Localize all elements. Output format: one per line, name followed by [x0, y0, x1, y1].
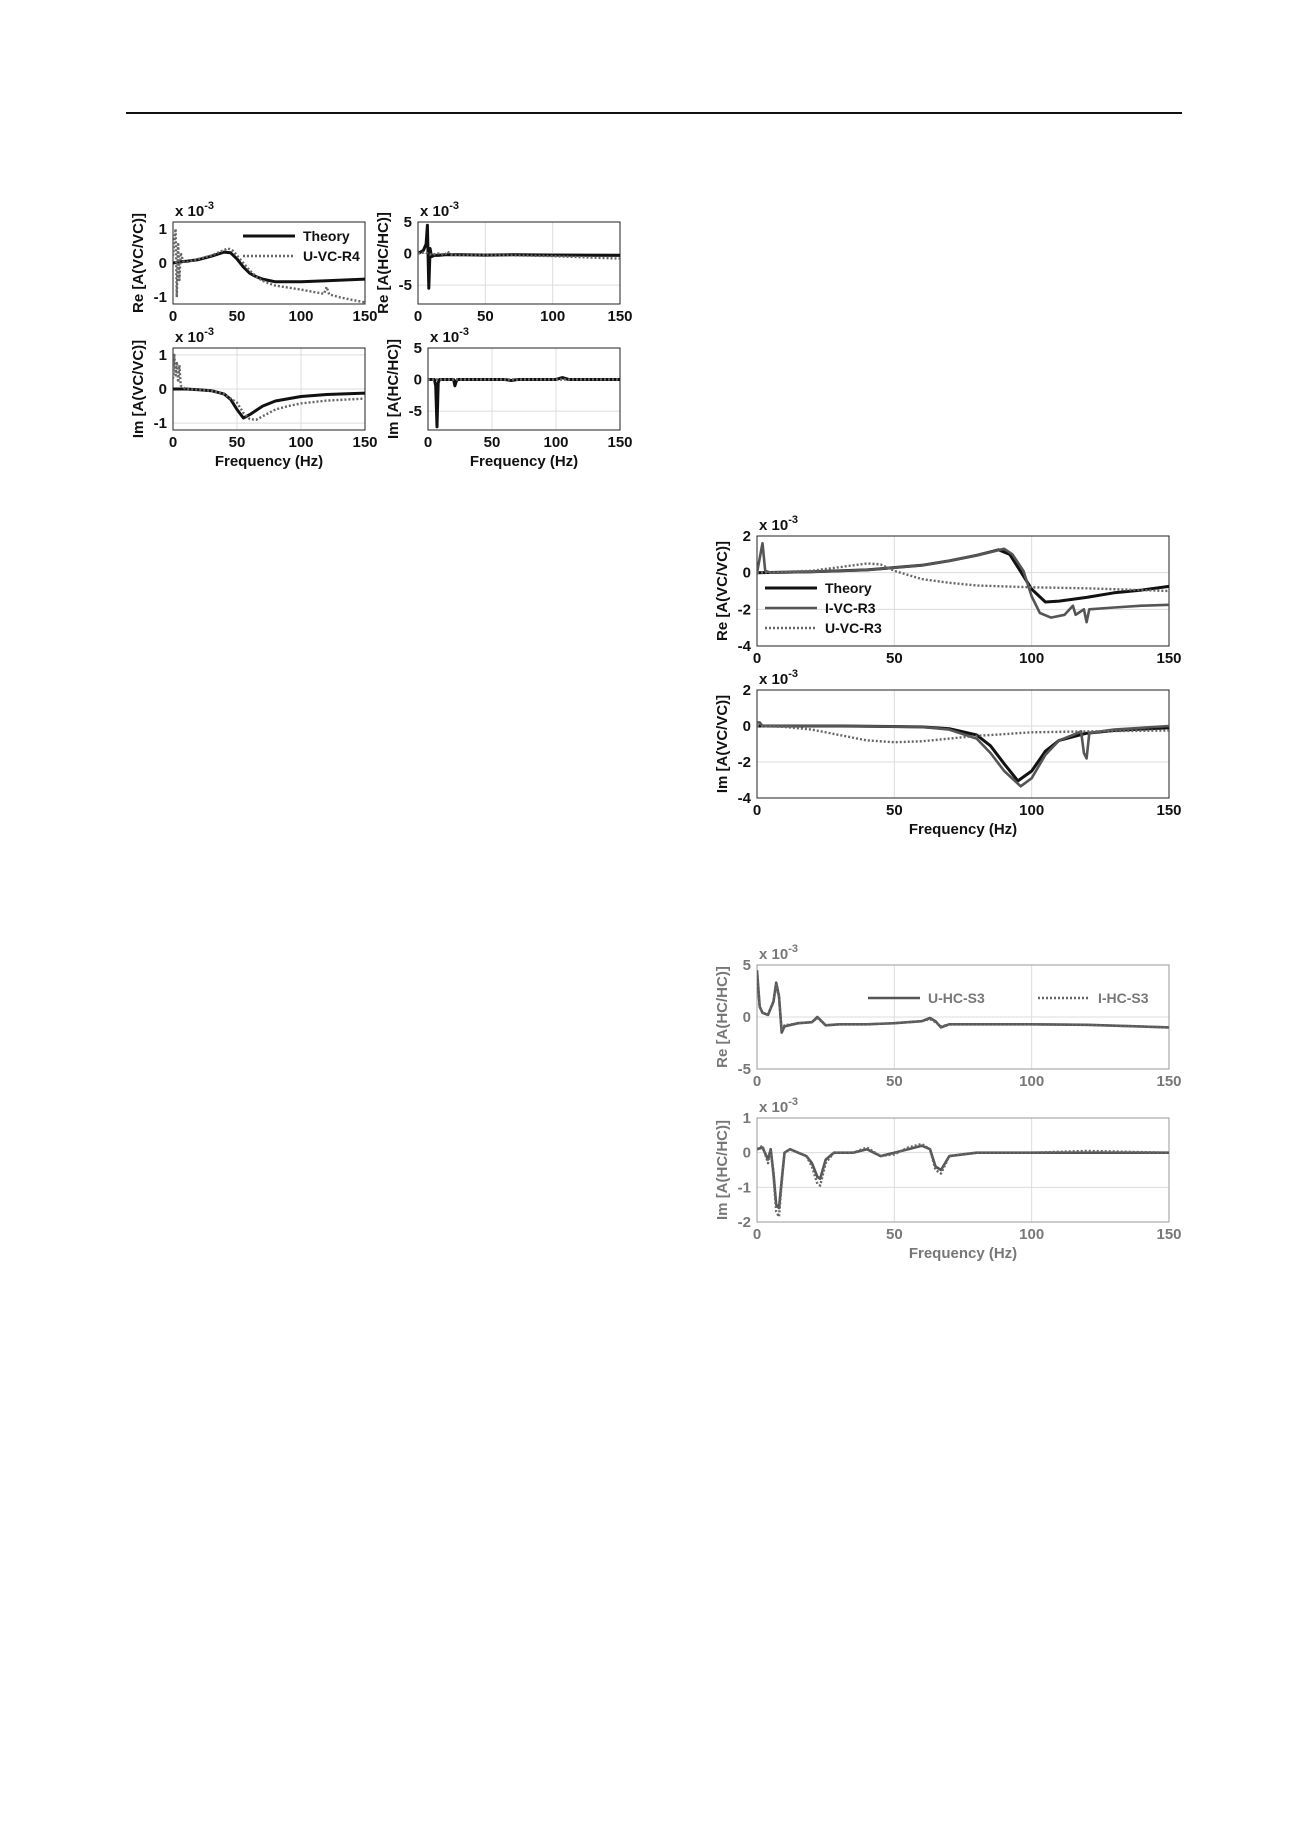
x-tick-label-50: 50 [476, 308, 494, 325]
y-axis-label: Re [A(HC/HC)] [375, 212, 392, 314]
y-tick-label-0: 0 [742, 564, 751, 582]
x-axis-label: Frequency (Hz) [214, 453, 324, 470]
y-tick-label--5: -5 [408, 403, 422, 421]
x-tick-label-100: 100 [543, 434, 569, 451]
y-tick-label--2: -2 [737, 601, 751, 619]
legend-label-i-hc-s3: I-HC-S3 [1098, 990, 1149, 1006]
x-tick-label-150: 150 [352, 434, 378, 451]
y-axis-label: Im [A(VC/VC)] [130, 339, 147, 439]
y-axis-label: Im [A(VC/VC)] [714, 694, 731, 794]
axis-scale-factor: x $10^{-3}$ [175, 326, 214, 346]
legend-label-theory: Theory [825, 580, 872, 596]
x-tick-label-50: 50 [885, 1073, 903, 1090]
legend-label-u-vc-r3: U-VC-R3 [825, 620, 882, 636]
axis-scale-factor: x $10^{-3}$ [175, 200, 214, 220]
plot-frame [757, 1118, 1169, 1222]
x-axis-label: Frequency (Hz) [469, 453, 579, 470]
x-tick-label-100: 100 [1019, 802, 1045, 819]
y-tick-label-0: 0 [413, 371, 422, 389]
y-axis-label: Re [A(VC/VC)] [714, 541, 731, 641]
y-tick-label-1: 1 [158, 346, 167, 364]
chart-a1-re-vc [130, 200, 378, 325]
series-line-u-hc-s3 [757, 1146, 1169, 1208]
y-tick-label-2: 2 [742, 682, 751, 699]
series-line-theory [418, 225, 620, 288]
x-tick-label-50: 50 [885, 1226, 903, 1243]
y-tick-label-1: 1 [158, 220, 167, 238]
x-tick-label-150: 150 [607, 434, 633, 451]
legend-label-u-vc-r4: U-VC-R4 [303, 248, 360, 264]
axis-scale-exponent: -3 [788, 514, 798, 526]
axis-scale-exponent: -3 [788, 943, 798, 955]
y-tick-label-0: 0 [158, 381, 167, 398]
legend-label-u-hc-s3: U-HC-S3 [928, 990, 985, 1006]
y-tick-label-0: 0 [158, 255, 167, 272]
y-tick-label--4: -4 [737, 638, 751, 655]
x-tick-label-50: 50 [483, 434, 501, 451]
legend-label-i-vc-r3: I-VC-R3 [825, 600, 876, 616]
x-tick-label-0: 0 [752, 802, 762, 819]
chart-a4-im-hc [385, 326, 633, 470]
y-tick-label--1: -1 [737, 1179, 751, 1197]
y-tick-label--4: -4 [737, 790, 751, 807]
chart-c1-re-hc [714, 943, 1182, 1090]
axis-scale-factor: x $10^{-3}$ [430, 326, 469, 346]
x-tick-label-0: 0 [168, 308, 178, 325]
x-tick-label-100: 100 [288, 308, 314, 325]
plot-frame [428, 348, 620, 430]
x-tick-label-50: 50 [885, 802, 903, 819]
x-tick-label-150: 150 [1156, 802, 1182, 819]
plot-frame [418, 222, 620, 304]
y-tick-label-5: 5 [403, 214, 412, 231]
series-line-u-vc-r3 [757, 564, 1169, 592]
x-tick-label-150: 150 [1156, 1073, 1182, 1090]
y-tick-label-0: 0 [742, 1009, 751, 1026]
chart-a3-im-vc [130, 326, 378, 470]
legend-label-theory: Theory [303, 228, 350, 244]
y-axis-label: Re [A(HC/HC)] [714, 966, 731, 1068]
axis-scale-exponent: -3 [459, 326, 469, 338]
x-tick-label-100: 100 [1019, 650, 1045, 667]
y-tick-label-1: 1 [742, 1110, 751, 1127]
x-tick-label-0: 0 [752, 650, 762, 667]
x-tick-label-100: 100 [1019, 1073, 1045, 1090]
x-tick-label-150: 150 [352, 308, 378, 325]
x-tick-label-0: 0 [168, 434, 178, 451]
x-tick-label-150: 150 [1156, 1226, 1182, 1243]
x-tick-label-100: 100 [288, 434, 314, 451]
y-tick-label-5: 5 [413, 340, 422, 357]
series-line-i-vc-r3 [757, 543, 1169, 622]
axis-scale-factor: x $10^{-3}$ [759, 514, 798, 534]
axis-scale-exponent: -3 [449, 200, 459, 212]
series-line-theory [428, 378, 620, 427]
axis-scale-factor: x $10^{-3}$ [759, 1096, 798, 1116]
y-axis-label: Re [A(VC/VC)] [130, 213, 147, 313]
x-tick-label-0: 0 [752, 1226, 762, 1243]
axis-scale-exponent: -3 [788, 1096, 798, 1108]
axis-scale-factor: x $10^{-3}$ [759, 668, 798, 688]
axis-scale-exponent: -3 [204, 326, 214, 338]
plot-frame [757, 690, 1169, 798]
y-tick-label-0: 0 [403, 245, 412, 263]
y-axis-label: Im [A(HC/HC)] [385, 339, 402, 439]
y-tick-label--2: -2 [737, 1214, 751, 1231]
chart-a2-re-hc [375, 200, 633, 325]
x-axis-label: Frequency (Hz) [908, 1245, 1018, 1262]
y-tick-label--5: -5 [398, 277, 412, 295]
x-tick-label-150: 150 [607, 308, 633, 325]
y-tick-label-5: 5 [742, 957, 751, 974]
chart-b1-re-vc [714, 514, 1182, 667]
y-axis-label: Im [A(HC/HC)] [714, 1120, 731, 1220]
axis-scale-exponent: -3 [204, 200, 214, 212]
x-tick-label-0: 0 [752, 1073, 762, 1090]
y-tick-label--1: -1 [153, 289, 167, 307]
x-tick-label-50: 50 [885, 650, 903, 667]
x-tick-label-50: 50 [228, 308, 246, 325]
x-axis-label: Frequency (Hz) [908, 821, 1018, 838]
y-tick-label--2: -2 [737, 754, 751, 771]
plot-frame [757, 536, 1169, 646]
y-tick-label-2: 2 [742, 528, 751, 545]
x-tick-label-50: 50 [228, 434, 246, 451]
x-tick-label-0: 0 [413, 308, 423, 325]
y-tick-label--1: -1 [153, 415, 167, 433]
axis-scale-factor: x $10^{-3}$ [420, 200, 459, 220]
axis-scale-factor: x $10^{-3}$ [759, 943, 798, 963]
chart-c2-im-hc [714, 1096, 1182, 1262]
series-line-theory [173, 389, 365, 418]
y-tick-label-0: 0 [742, 1144, 751, 1162]
y-tick-label-0: 0 [742, 718, 751, 735]
chart-b2-im-vc [714, 668, 1182, 838]
x-tick-label-100: 100 [1019, 1226, 1045, 1243]
series-line-u-vc-r4 [173, 355, 365, 420]
x-tick-label-100: 100 [540, 308, 566, 325]
axis-scale-exponent: -3 [788, 668, 798, 680]
x-tick-label-0: 0 [423, 434, 433, 451]
y-tick-label--5: -5 [737, 1061, 751, 1078]
x-tick-label-150: 150 [1156, 650, 1182, 667]
